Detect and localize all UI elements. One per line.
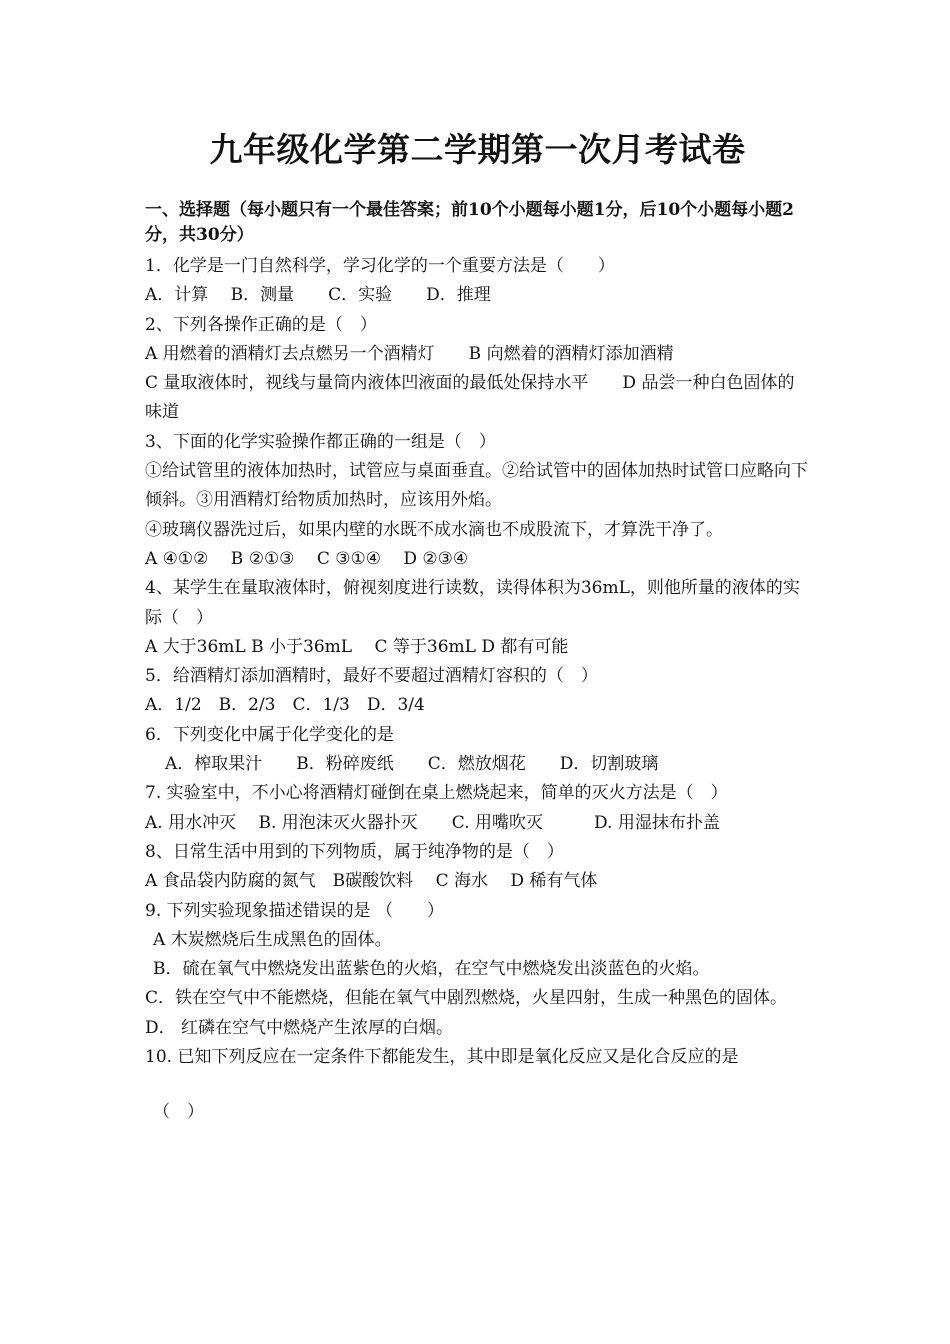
question-3-statement-4: ④玻璃仪器洗过后，如果内壁的水既不成水滴也不成股流下，才算洗干净了。 — [145, 519, 723, 540]
question-7: 7. 实验室中，不小心将酒精灯碰倒在桌上燃烧起来，简单的灭火方法是（ ） — [145, 783, 728, 804]
question-5-options: A．1/2 B．2/3 C．1/3 D．3/4 — [145, 695, 425, 716]
question-8-options: A 食品袋内防腐的氮气 B碳酸饮料 C 海水 D 稀有气体 — [145, 871, 598, 892]
question-3-options: A ④①② B ②①③ C ③①④ D ②③④ — [145, 548, 469, 569]
question-10-blank: （ ） — [153, 1102, 204, 1123]
question-9-option-a: A 木炭燃烧后生成黑色的固体。 — [153, 929, 392, 950]
question-10: 10. 已知下列反应在一定条件下都能发生，其中即是氧化反应又是化合反应的是 — [145, 1047, 739, 1068]
question-9-option-b: B．硫在氧气中燃烧发出蓝紫色的火焰，在空气中燃烧发出淡蓝色的火焰。 — [153, 959, 710, 980]
question-3: 3、下面的化学实验操作都正确的一组是（ ） — [145, 431, 496, 452]
question-9-option-c: C．铁在空气中不能燃烧，但能在氧气中剧烈燃烧，火星四射，生成一种黑色的固体。 — [145, 988, 788, 1009]
question-3-statements: ①给试管里的液体加热时，试管应与桌面垂直。②给试管中的固体加热时试管口应略向下倾斜。③用酒精灯给物质加热时，应该用外焰。 — [145, 461, 808, 511]
question-2-options-cd: C 量取液体时，视线与量筒内液体凹液面的最低处保持水平 D 品尝一种白色固体的味道 — [145, 373, 795, 423]
question-8: 8、日常生活中用到的下列物质，属于纯净物的是（ ） — [145, 841, 564, 862]
section-heading: 一、选择题（每小题只有一个最佳答案；前10个小题每小题1分，后10个小题每小题2分，共30分） — [145, 200, 794, 245]
question-1: 1．化学是一门自然科学，学习化学的一个重要方法是（ ） — [145, 256, 615, 276]
question-6: 6．下列变化中属于化学变化的是 — [145, 724, 394, 745]
question-5: 5．给酒精灯添加酒精时，最好不要超过酒精灯容积的（ ） — [145, 666, 598, 687]
question-2: 2、下列各操作正确的是（ ） — [145, 314, 377, 335]
question-1-options: A．计算 B．测量 C．实验 D．推理 — [145, 285, 491, 306]
question-6-options: A．榨取果汁 B．粉碎废纸 C．燃放烟花 D．切割玻璃 — [165, 754, 659, 775]
question-9-option-d: D． 红磷在空气中燃烧产生浓厚的白烟。 — [145, 1017, 454, 1038]
question-9: 9. 下列实验现象描述错误的是 （ ） — [145, 900, 445, 921]
question-7-options: A. 用水冲灭 B. 用泡沫灭火器扑灭 C. 用嘴吹灭 D. 用湿抹布扑盖 — [145, 812, 720, 833]
question-4-options: A 大于36mL B 小于36mL C 等于36mL D 都有可能 — [145, 636, 569, 657]
exam-title: 九年级化学第二学期第一次月考试卷 — [209, 130, 746, 169]
exam-content — [145, 198, 810, 1128]
question-2-options-ab: A 用燃着的酒精灯去点燃另一个酒精灯 B 向燃着的酒精灯添加酒精 — [145, 343, 674, 364]
question-4: 4、某学生在量取液体时，俯视刻度进行读数，读得体积为36mL，则他所量的液体的实际（ ） — [145, 578, 800, 628]
